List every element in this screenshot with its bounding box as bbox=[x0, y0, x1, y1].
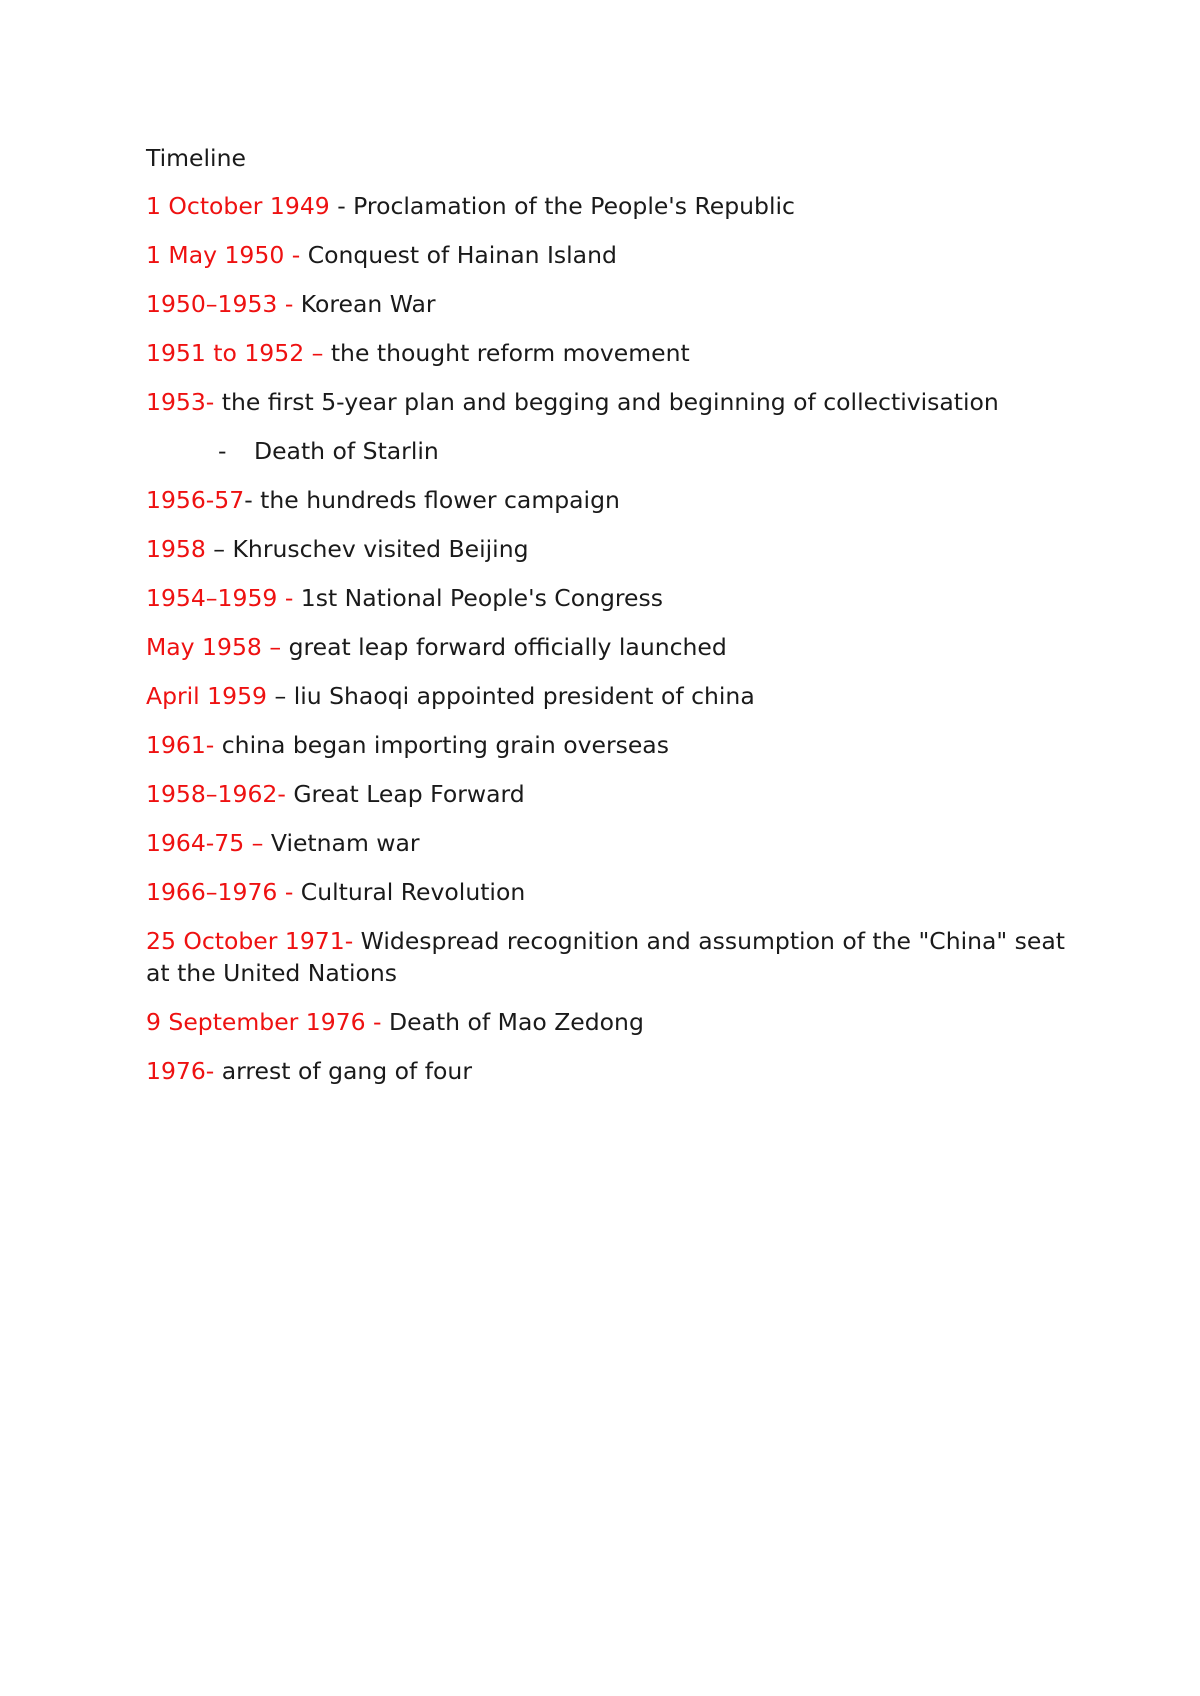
entry-date: 1976- bbox=[146, 1057, 222, 1085]
timeline-entry bbox=[146, 1055, 1066, 1087]
entry-date: 1958–1962- bbox=[146, 780, 294, 808]
entry-date: 1951 to 1952 – bbox=[146, 339, 331, 367]
timeline-entry bbox=[146, 484, 1066, 516]
entry-text: Khruschev visited Beijing bbox=[232, 535, 529, 563]
timeline-entry bbox=[146, 239, 1066, 271]
entry-text: arrest of gang of four bbox=[221, 1057, 472, 1085]
entry-separator: – bbox=[213, 535, 233, 563]
entry-date: 1 May 1950 - bbox=[146, 241, 308, 269]
entry-date: 1961- bbox=[146, 731, 222, 759]
timeline-entry bbox=[146, 533, 1066, 565]
entry-date: 1956-57 bbox=[146, 486, 245, 514]
entry-date: 1950–1953 - bbox=[146, 290, 301, 318]
timeline-entry bbox=[146, 582, 1066, 614]
sub-item-bullet: - bbox=[218, 437, 227, 465]
entry-text: Conquest of Hainan Island bbox=[307, 241, 617, 269]
entry-text: Death of Mao Zedong bbox=[389, 1008, 644, 1036]
timeline-entry bbox=[146, 337, 1066, 369]
timeline-sub-item bbox=[146, 435, 1066, 467]
entry-date: 25 October 1971- bbox=[146, 927, 361, 955]
entry-separator: – bbox=[274, 682, 294, 710]
entry-text: the hundreds flower campaign bbox=[260, 486, 620, 514]
timeline-entry bbox=[146, 190, 1066, 222]
entry-text: liu Shaoqi appointed president of china bbox=[293, 682, 755, 710]
entry-text: china began importing grain overseas bbox=[221, 731, 669, 759]
sub-item-text: Death of Starlin bbox=[254, 437, 439, 465]
entry-date: 1953- bbox=[146, 388, 222, 416]
timeline-entry bbox=[146, 1006, 1066, 1038]
timeline-entry bbox=[146, 386, 1066, 418]
timeline-entry bbox=[146, 778, 1066, 810]
entry-text: the thought reform movement bbox=[330, 339, 690, 367]
timeline-entry bbox=[146, 925, 1066, 989]
timeline-entry bbox=[146, 680, 1066, 712]
timeline-entry bbox=[146, 288, 1066, 320]
entry-date: 1966–1976 - bbox=[146, 878, 301, 906]
entry-separator: - bbox=[244, 486, 261, 514]
entry-text: the first 5-year plan and begging and beginning of collectivisation bbox=[221, 388, 999, 416]
entry-date: 9 September 1976 - bbox=[146, 1008, 390, 1036]
document-page bbox=[146, 142, 1066, 1104]
entry-text: Korean War bbox=[300, 290, 436, 318]
entry-text: Vietnam war bbox=[270, 829, 420, 857]
entry-text: Great Leap Forward bbox=[293, 780, 525, 808]
entry-date: May 1958 – bbox=[146, 633, 289, 661]
entry-date: 1954–1959 - bbox=[146, 584, 301, 612]
entry-text: great leap forward officially launched bbox=[288, 633, 727, 661]
entry-date: April 1959 bbox=[146, 682, 275, 710]
entry-text: Widespread recognition and assumption of the "China" seat at the United Nations bbox=[146, 927, 1066, 987]
entry-text: Cultural Revolution bbox=[300, 878, 526, 906]
entry-date: 1964-75 – bbox=[146, 829, 271, 857]
timeline-entry bbox=[146, 729, 1066, 761]
entry-date: 1958 bbox=[146, 535, 214, 563]
timeline-entry bbox=[146, 876, 1066, 908]
entry-separator: - bbox=[337, 192, 354, 220]
document-title: Timeline bbox=[146, 144, 246, 172]
entry-date: 1 October 1949 bbox=[146, 192, 338, 220]
entry-text: 1st National People's Congress bbox=[300, 584, 663, 612]
entry-text: Proclamation of the People's Republic bbox=[353, 192, 795, 220]
timeline-entry bbox=[146, 631, 1066, 663]
timeline-entry bbox=[146, 827, 1066, 859]
